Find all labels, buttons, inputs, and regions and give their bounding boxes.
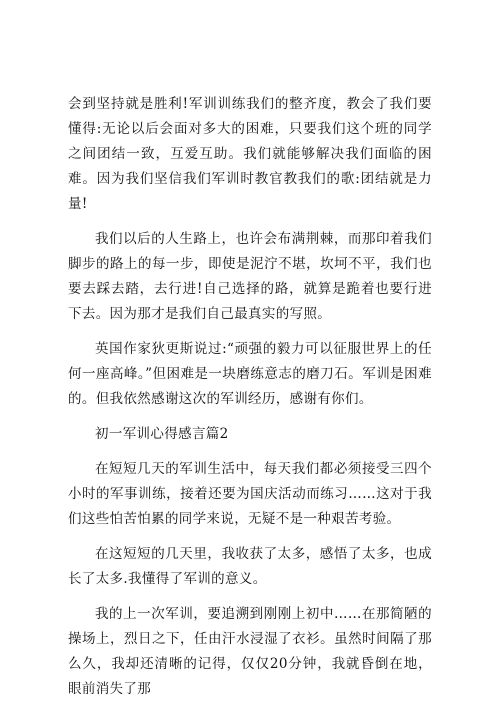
paragraph-spacer [68, 592, 432, 602]
paragraph-6: 我的上一次军训，要追溯到刚刚上初中……在那简陋的操场上，烈日之下，任由汗水浸湿了衣衫。虽然时间隔了那么久，我却还清晰的记得，仅仅20分钟，我就昏倒在地，眼前消失了那 [68, 606, 432, 697]
paragraph-5: 在这短短的几天里，我收获了太多，感悟了太多，也成长了太多.我懂得了军训的意义。 [68, 546, 432, 587]
paragraph-spacer [68, 327, 432, 337]
paragraph-spacer [68, 447, 432, 457]
section-heading: 初一军训心得感言篇2 [95, 426, 229, 442]
paragraph-4: 在短短几天的军训生活中，每天我们都必须接受三四个小时的军事训练，接着还要为国庆活动而练习……这对于我们这些怕苦怕累的同学来说，无疑不是一种艰苦考验。 [68, 461, 432, 527]
paragraph-spacer [68, 532, 432, 542]
paragraph-2: 我们以后的人生路上，也许会布满荆棘，而那印着我们脚步的路上的每一步，即使是泥泞不堪，坎坷不平，我们也要去踩去踏，去行进!自己选择的路，就算是跪着也要行进下去。因为那才是我们自己最真实的写照。 [68, 231, 432, 322]
paragraph-spacer [68, 217, 432, 227]
document-body [68, 92, 432, 702]
paragraph-1: 会到坚持就是胜利!军训训练我们的整齐度，教会了我们要懂得:无论以后会面对多大的困难，只要我们这个班的同学之间团结一致，互爱互助。我们就能够解决我们面临的困难。因为我们坚信我们军训时教官教我们的歌:团结就是力量! [68, 96, 432, 212]
paragraph-spacer [68, 412, 432, 422]
paragraph-3: 英国作家狄更斯说过:“顽强的毅力可以征服世界上的任何一座高峰。”但困难是一块磨练意志的磨刀石。军训是困难的。但我依然感谢这次的军训经历，感谢有你们。 [68, 341, 432, 407]
